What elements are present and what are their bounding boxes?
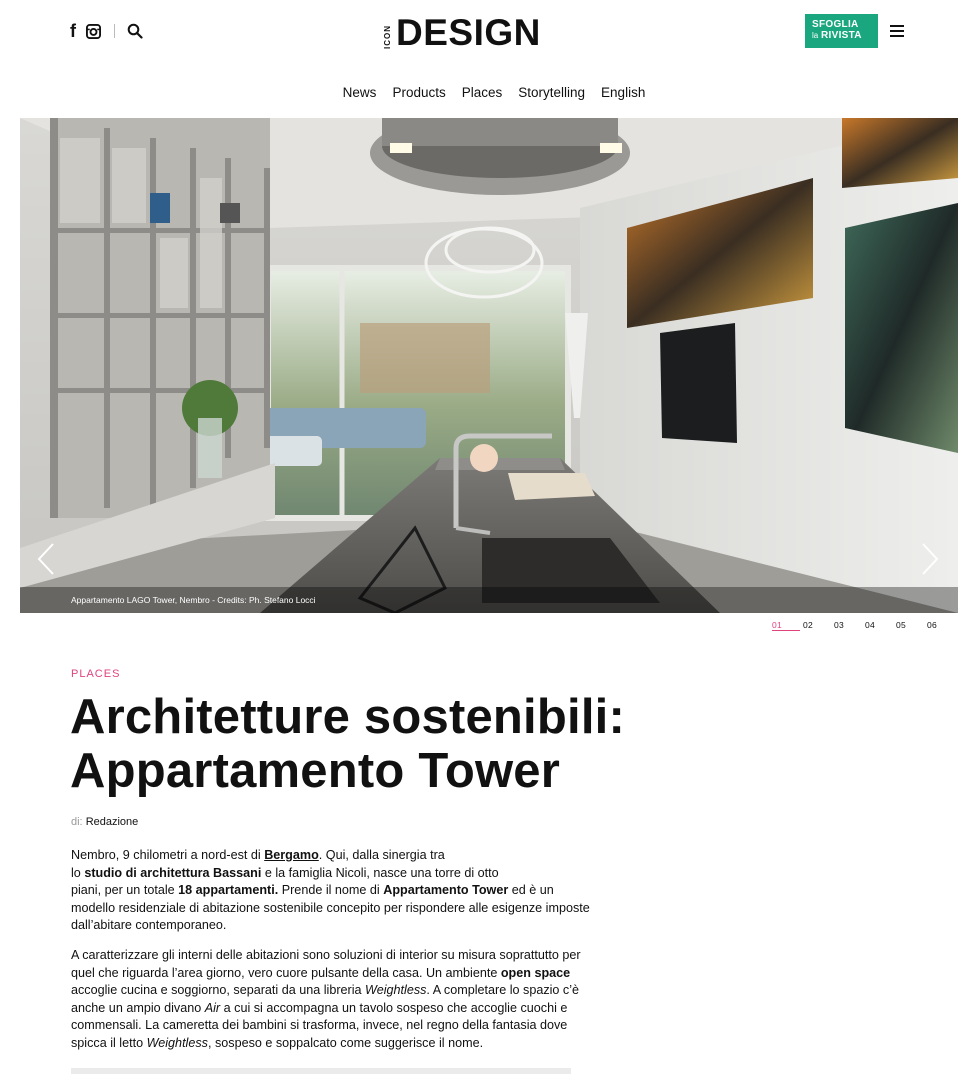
image-caption: Appartamento LAGO Tower, Nembro - Credits: Ph. Stefano Locci	[71, 595, 316, 605]
byline	[71, 816, 138, 828]
pager-item-05[interactable]: 05	[896, 620, 907, 630]
facebook-icon[interactable]: f	[70, 21, 76, 41]
p1-text: ed è un	[508, 883, 554, 898]
byline-prefix: di:	[71, 816, 83, 828]
title-line-1: Architetture sostenibili:	[70, 690, 625, 744]
slideshow-prev-arrow-icon[interactable]	[36, 542, 56, 576]
pager-item-06[interactable]: 06	[927, 620, 938, 630]
p2-italic: Air	[204, 1000, 221, 1015]
pager-item-03[interactable]: 03	[834, 620, 845, 630]
p1-text: Nembro, 9 chilometri a nord-est di	[71, 848, 265, 862]
p1-text: modello residenziale di abitazione sostenibile concepito per rispondere alle esigenze imposte	[71, 900, 590, 915]
p1-text: lo	[71, 865, 85, 880]
hamburger-menu-icon[interactable]	[890, 25, 904, 37]
sfoglia-la: la	[812, 31, 819, 40]
p1-text: piani, per un totale	[71, 883, 179, 898]
logo-icon-text: ICON	[383, 25, 392, 49]
pager-item-02[interactable]: 02	[803, 620, 814, 630]
p2-text: a cui si accompagna un tavolo sospeso che accoglie cuochi e	[220, 1000, 568, 1015]
p2-text: quel che riguarda l’area giorno, vero cuore pulsante della casa. Un ambiente	[71, 965, 501, 980]
search-icon[interactable]	[127, 23, 143, 39]
p2-text: , sospeso e soppalcato come suggerisce il nome.	[207, 1035, 484, 1050]
p1-bold: 18 appartamenti.	[178, 883, 279, 898]
p2-bold: open space	[500, 965, 571, 980]
p1-text: Prende il nome di	[278, 883, 384, 898]
p2-italic: Weightless	[365, 983, 427, 998]
pager-item-01[interactable]: 01	[772, 620, 803, 630]
p2-italic: Weightless	[146, 1035, 208, 1050]
social-links	[70, 20, 143, 42]
next-paragraph-hint	[71, 1068, 571, 1074]
title-line-2: Appartamento Tower	[70, 744, 561, 798]
p2-text: anche un ampio divano	[71, 1000, 205, 1015]
nav-item-products[interactable]: Products	[392, 85, 446, 100]
logo-design-text: DESIGN	[396, 12, 541, 53]
article-category[interactable]: PLACES	[71, 668, 121, 680]
site-logo[interactable]	[383, 12, 541, 53]
article-title	[70, 690, 790, 798]
header-divider	[114, 24, 115, 38]
article-body	[71, 847, 631, 1065]
site-header	[0, 0, 980, 62]
paragraph-1	[71, 847, 631, 935]
instagram-icon[interactable]	[86, 24, 101, 39]
p1-text: . Qui, dalla sinergia tra	[318, 848, 445, 862]
p1-bold: Appartamento Tower	[383, 883, 509, 898]
main-nav	[0, 85, 980, 100]
author-name[interactable]: Redazione	[85, 816, 139, 828]
bergamo-link[interactable]: Bergamo	[264, 848, 319, 862]
nav-item-english[interactable]: English	[601, 85, 646, 100]
p1-text: e la famiglia Nicoli, nasce una torre di otto	[261, 865, 499, 880]
hero-slideshow-image[interactable]	[20, 118, 958, 613]
p1-bold: studio di architettura Bassani	[84, 865, 262, 880]
slideshow-pager	[772, 620, 958, 630]
sfoglia-label: SFOGLIA	[812, 19, 859, 30]
kitchen-interior-photo	[20, 118, 958, 613]
p2-text: A caratterizzare gli interni delle abitazioni sono soluzioni di interior su misura soprattutto per	[71, 947, 581, 962]
slideshow-next-arrow-icon[interactable]	[920, 542, 940, 576]
nav-item-places[interactable]: Places	[461, 85, 503, 100]
rivista-line	[812, 30, 878, 41]
rivista-label: RIVISTA	[821, 30, 862, 41]
p1-text: dall’abitare contemporaneo.	[71, 918, 227, 933]
p2-text: spicca il letto	[71, 1035, 147, 1050]
pager-item-04[interactable]: 04	[865, 620, 876, 630]
sfoglia-rivista-button[interactable]	[805, 14, 878, 48]
p2-text: . A completare lo spazio c’è	[426, 983, 580, 998]
nav-item-news[interactable]: News	[342, 85, 377, 100]
p2-text: commensali. La cameretta dei bambini si trasforma, invece, nel regno della fantasia dove	[71, 1018, 568, 1033]
paragraph-2	[71, 947, 631, 1053]
nav-item-storytelling[interactable]: Storytelling	[518, 85, 586, 100]
p2-text: accoglie cucina e soggiorno, separati da una libreria	[71, 983, 366, 998]
